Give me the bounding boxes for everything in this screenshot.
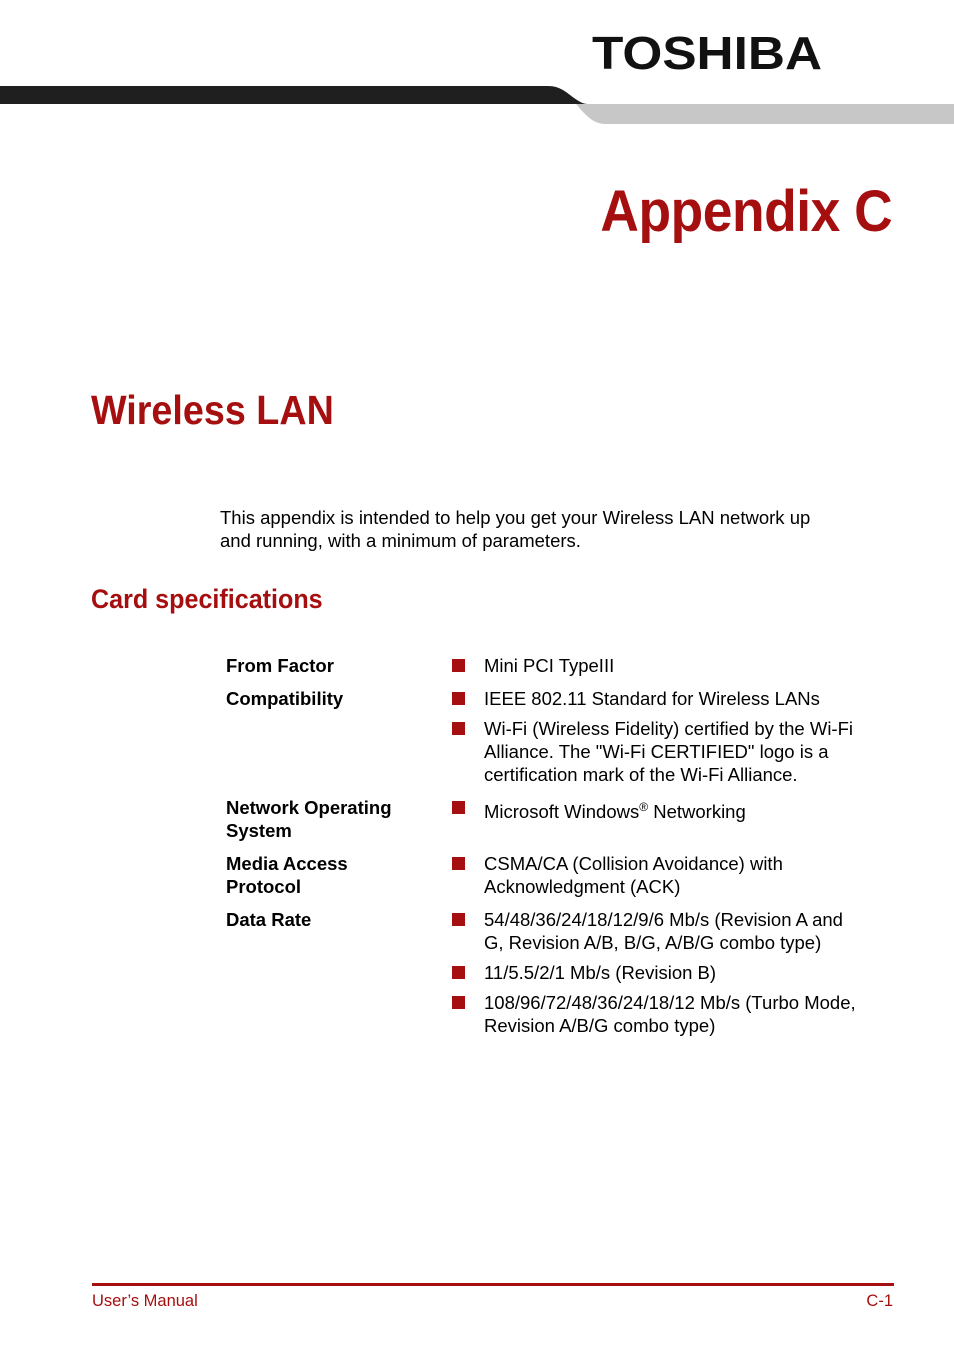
spec-item-line (484, 852, 896, 875)
spec-label-line: From Factor (226, 655, 334, 676)
spec-label (226, 654, 452, 677)
spec-item (452, 687, 896, 710)
spec-label (226, 796, 452, 842)
spec-label (226, 852, 452, 898)
subsection-title: Card specifications (91, 584, 323, 614)
spec-item (452, 961, 896, 984)
spec-item-line (484, 961, 896, 984)
square-bullet-icon (452, 801, 465, 814)
spec-items (452, 796, 896, 842)
appendix-title: Appendix C (600, 179, 892, 244)
spec-label-line: Protocol (226, 876, 302, 897)
spec-item (452, 991, 896, 1037)
spec-item-line-text: 108/96/72/48/36/24/18/12 Mb/s (Turbo Mode, (484, 992, 856, 1013)
toshiba-logo (592, 30, 824, 78)
spec-item-line (484, 908, 896, 931)
spec-item (452, 908, 896, 954)
spec-item-line-text: Microsoft Windows (484, 801, 640, 823)
spec-item-line (484, 931, 896, 954)
spec-item-suffix: Networking (648, 801, 746, 823)
spec-items (452, 852, 896, 898)
spec-item-text (484, 717, 896, 786)
spec-item-text (484, 961, 896, 984)
svg-text:TOSHIBA: TOSHIBA (592, 30, 822, 78)
spec-item-line (484, 991, 896, 1014)
square-bullet-icon (452, 857, 465, 870)
spec-item-line-text: Alliance. The "Wi-Fi CERTIFIED" logo is a (484, 741, 829, 762)
spec-table (226, 654, 896, 1047)
spec-item-line (484, 875, 896, 898)
square-bullet-icon (452, 692, 465, 705)
spec-item-line-text: certification mark of the Wi-Fi Alliance. (484, 764, 798, 785)
spec-item-line-text: Wi-Fi (Wireless Fidelity) certified by the Wi-Fi (484, 718, 853, 739)
spec-label-line: Compatibility (226, 688, 344, 709)
spec-item (452, 796, 896, 823)
spec-item-line (484, 740, 896, 763)
spec-item-line (484, 654, 896, 677)
intro-paragraph (220, 506, 900, 552)
spec-item-line-text: Mini PCI TypeIII (484, 655, 615, 676)
spec-label-line: Media Access (226, 853, 348, 874)
footer-rule (92, 1283, 894, 1286)
spec-item-line-text: 11/5.5/2/1 Mb/s (Revision B) (484, 962, 717, 983)
square-bullet-icon (452, 659, 465, 672)
spec-label-line: Network Operating (226, 797, 392, 818)
spec-item-text (484, 796, 896, 823)
spec-item-line (484, 717, 896, 740)
square-bullet-icon (452, 913, 465, 926)
spec-item-line (484, 1014, 896, 1037)
spec-row (226, 796, 896, 842)
section-title: Wireless LAN (91, 387, 334, 433)
footer-page-number: C-1 (866, 1292, 893, 1310)
spec-label-line: Data Rate (226, 909, 312, 930)
intro-line: and running, with a minimum of parameters. (220, 530, 581, 551)
spec-item (452, 717, 896, 786)
spec-item-text (484, 852, 896, 898)
square-bullet-icon (452, 966, 465, 979)
spec-item-line (484, 687, 896, 710)
spec-items (452, 687, 896, 786)
spec-row (226, 908, 896, 1037)
header-bars (0, 84, 954, 126)
spec-item-line-text: Revision A/B/G combo type) (484, 1015, 716, 1036)
spec-item (452, 654, 896, 677)
square-bullet-icon (452, 996, 465, 1009)
square-bullet-icon (452, 722, 465, 735)
spec-item-line-text: 54/48/36/24/18/12/9/6 Mb/s (Revision A and (484, 909, 843, 930)
spec-row (226, 852, 896, 898)
spec-item-line-text: CSMA/CA (Collision Avoidance) with (484, 853, 783, 874)
spec-items (452, 908, 896, 1037)
spec-item-line-text: G, Revision A/B, B/G, A/B/G combo type) (484, 932, 822, 953)
footer-manual-label: User’s Manual (92, 1292, 198, 1310)
spec-item-line-text: Acknowledgment (ACK) (484, 876, 681, 897)
spec-items (452, 654, 896, 677)
registered-mark: ® (639, 800, 649, 814)
spec-item-text (484, 991, 896, 1037)
spec-row (226, 654, 896, 677)
spec-item-line (484, 763, 896, 786)
spec-item-text (484, 654, 896, 677)
spec-item-line (484, 796, 896, 823)
spec-item-text (484, 908, 896, 954)
spec-item (452, 852, 896, 898)
spec-item-text (484, 687, 896, 710)
spec-row (226, 687, 896, 786)
spec-label (226, 687, 452, 786)
spec-item-line-text: IEEE 802.11 Standard for Wireless LANs (484, 688, 820, 709)
spec-label (226, 908, 452, 1037)
spec-label-line: System (226, 820, 292, 841)
intro-line: This appendix is intended to help you get your Wireless LAN network up (220, 507, 811, 528)
